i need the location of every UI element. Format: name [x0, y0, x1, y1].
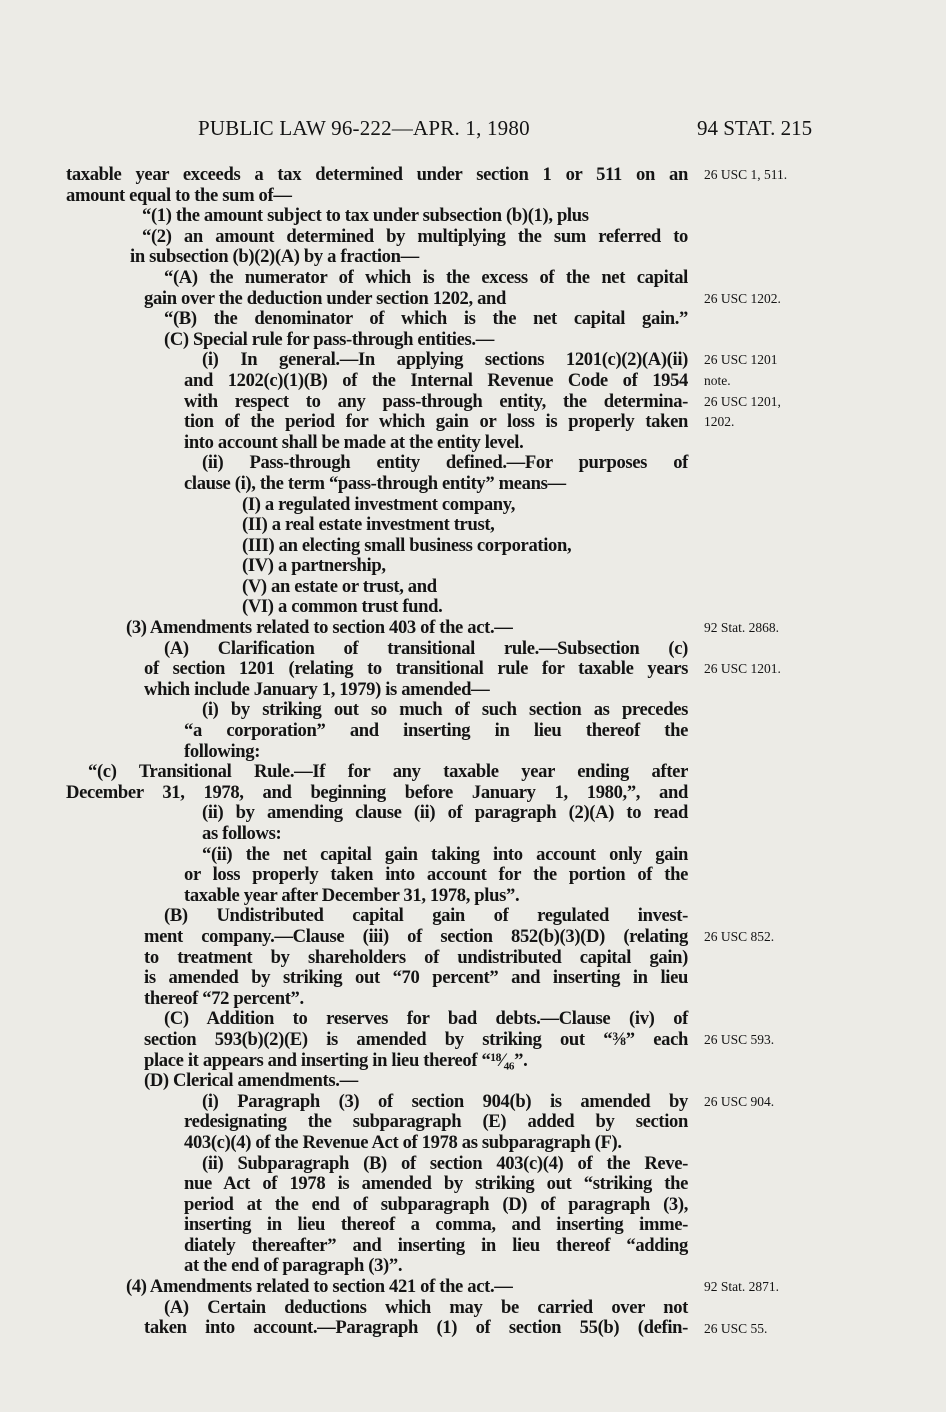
text-line: “(2) an amount determined by multiplying the sum referred to: [142, 225, 688, 247]
text-line: section 593(b)(2)(E) is amended by striking out “⅜” each: [144, 1028, 688, 1050]
text-line: (i) In general.—In applying sections 1201(c)(2)(A)(ii): [202, 349, 688, 371]
text-line: (D) Clerical amendments.—: [144, 1070, 358, 1092]
margin-citation: 1202.: [704, 414, 735, 430]
margin-citation: 26 USC 852.: [704, 929, 775, 945]
page-header: [0, 116, 946, 146]
text-line: (C) Addition to reserves for bad debts.—Clause (iv) of: [164, 1008, 688, 1030]
text-line: redesignating the subparagraph (E) added by section: [184, 1111, 688, 1133]
text-line: clause (i), the term “pass-through entity” means—: [184, 472, 566, 494]
margin-citation: note.: [704, 373, 731, 388]
statute-page-ref: 94 STAT. 215: [697, 116, 813, 140]
text-line: “(A) the numerator of which is the excess of the net capital: [164, 266, 688, 288]
text-line: inserting in lieu thereof a comma, and inserting imme-: [184, 1214, 688, 1236]
text-line: (VI) a common trust fund.: [242, 596, 443, 618]
text-line: (C) Special rule for pass-through entities.—: [164, 328, 494, 350]
text-line: (II) a real estate investment trust,: [242, 514, 495, 536]
text-line: (4) Amendments related to section 421 of the act.—: [126, 1276, 513, 1298]
text-line: (I) a regulated investment company,: [242, 493, 516, 515]
text-line: “(B) the denominator of which is the net capital gain.”: [164, 308, 688, 330]
margin-citation: 26 USC 1201,: [704, 393, 781, 409]
text-line: 403(c)(4) of the Revenue Act of 1978 as subparagraph (F).: [184, 1131, 622, 1153]
text-line: in subsection (b)(2)(A) by a fraction—: [130, 246, 419, 268]
text-line: to treatment by shareholders of undistributed capital gain): [144, 946, 688, 968]
text-line: “(c) Transitional Rule.—If for any taxable year ending after: [88, 761, 688, 783]
text-line: (i) by striking out so much of such section as precedes: [202, 699, 688, 721]
text-line: into account shall be made at the entity level.: [184, 431, 524, 453]
text-line: “(ii) the net capital gain taking into account only gain: [202, 843, 688, 865]
text-line: “(1) the amount subject to tax under subsection (b)(1), plus: [142, 205, 589, 227]
text-line: at the end of paragraph (3)”.: [184, 1255, 403, 1277]
text-line: period at the end of subparagraph (D) of paragraph (3),: [184, 1193, 688, 1215]
text-line: taken into account.—Paragraph (1) of section 55(b) (defin-: [144, 1317, 688, 1339]
text-line: (A) Clarification of transitional rule.—Subsection (c): [164, 637, 688, 659]
text-line: gain over the deduction under section 1202, and: [144, 287, 507, 309]
text-line: place it appears and inserting in lieu thereof “¹⁸⁄₄₆”.: [144, 1049, 528, 1071]
law-title: PUBLIC LAW 96-222—APR. 1, 1980: [198, 116, 530, 140]
text-line: (IV) a partnership,: [242, 555, 386, 577]
text-line: “a corporation” and inserting in lieu thereof the: [184, 720, 688, 742]
text-line: (B) Undistributed capital gain of regulated invest-: [164, 905, 688, 927]
text-line: ment company.—Clause (iii) of section 852(b)(3)(D) (relating: [144, 925, 688, 947]
text-line: is amended by striking out “70 percent” and inserting in lieu: [144, 967, 688, 989]
margin-citation: 92 Stat. 2871.: [704, 1279, 780, 1295]
text-line: (ii) Subparagraph (B) of section 403(c)(4) of the Reve-: [202, 1152, 688, 1174]
text-line: (3) Amendments related to section 403 of the act.—: [126, 617, 513, 639]
text-line: tion of the period for which gain or loss is properly taken: [184, 411, 688, 433]
text-line: of section 1201 (relating to transitional rule for taxable years: [144, 658, 688, 680]
text-line: (V) an estate or trust, and: [242, 575, 437, 597]
text-line: taxable year after December 31, 1978, plus”.: [184, 884, 520, 906]
margin-citation: 92 Stat. 2868.: [704, 620, 780, 636]
margin-citation: 26 USC 55.: [704, 1320, 768, 1336]
text-line: following:: [184, 740, 261, 762]
text-line: (III) an electing small business corporation,: [242, 534, 572, 556]
margin-citation: 26 USC 1201: [704, 352, 778, 368]
text-line: nue Act of 1978 is amended by striking out “striking the: [184, 1173, 688, 1195]
statute-text: [66, 165, 688, 1339]
text-line: thereof “72 percent”.: [144, 987, 304, 1009]
margin-citation: 26 USC 1202.: [704, 290, 781, 306]
text-line: amount equal to the sum of—: [66, 184, 292, 206]
text-line: or loss properly taken into account for the portion of the: [184, 864, 688, 886]
text-line: (i) Paragraph (3) of section 904(b) is amended by: [202, 1090, 688, 1112]
text-line: and 1202(c)(1)(B) of the Internal Revenue Code of 1954: [184, 369, 688, 391]
margin-citation: 26 USC 1201.: [704, 661, 781, 677]
text-line: (ii) by amending clause (ii) of paragraph (2)(A) to read: [202, 802, 688, 824]
text-line: (A) Certain deductions which may be carried over not: [164, 1296, 688, 1318]
text-line: diately thereafter” and inserting in lieu thereof “adding: [184, 1234, 688, 1256]
margin-citation: 26 USC 904.: [704, 1094, 775, 1109]
text-line: December 31, 1978, and beginning before January 1, 1980,”, and: [66, 781, 688, 803]
text-line: (ii) Pass-through entity defined.—For purposes of: [202, 452, 688, 474]
text-line: as follows:: [202, 823, 282, 844]
margin-citation: 26 USC 593.: [704, 1032, 775, 1048]
text-line: which include January 1, 1979) is amended—: [144, 678, 490, 700]
text-line: taxable year exceeds a tax determined under section 1 or 511 on an: [66, 164, 688, 185]
margin-citation: 26 USC 1, 511.: [704, 167, 788, 182]
text-line: with respect to any pass-through entity, the determina-: [184, 390, 688, 412]
